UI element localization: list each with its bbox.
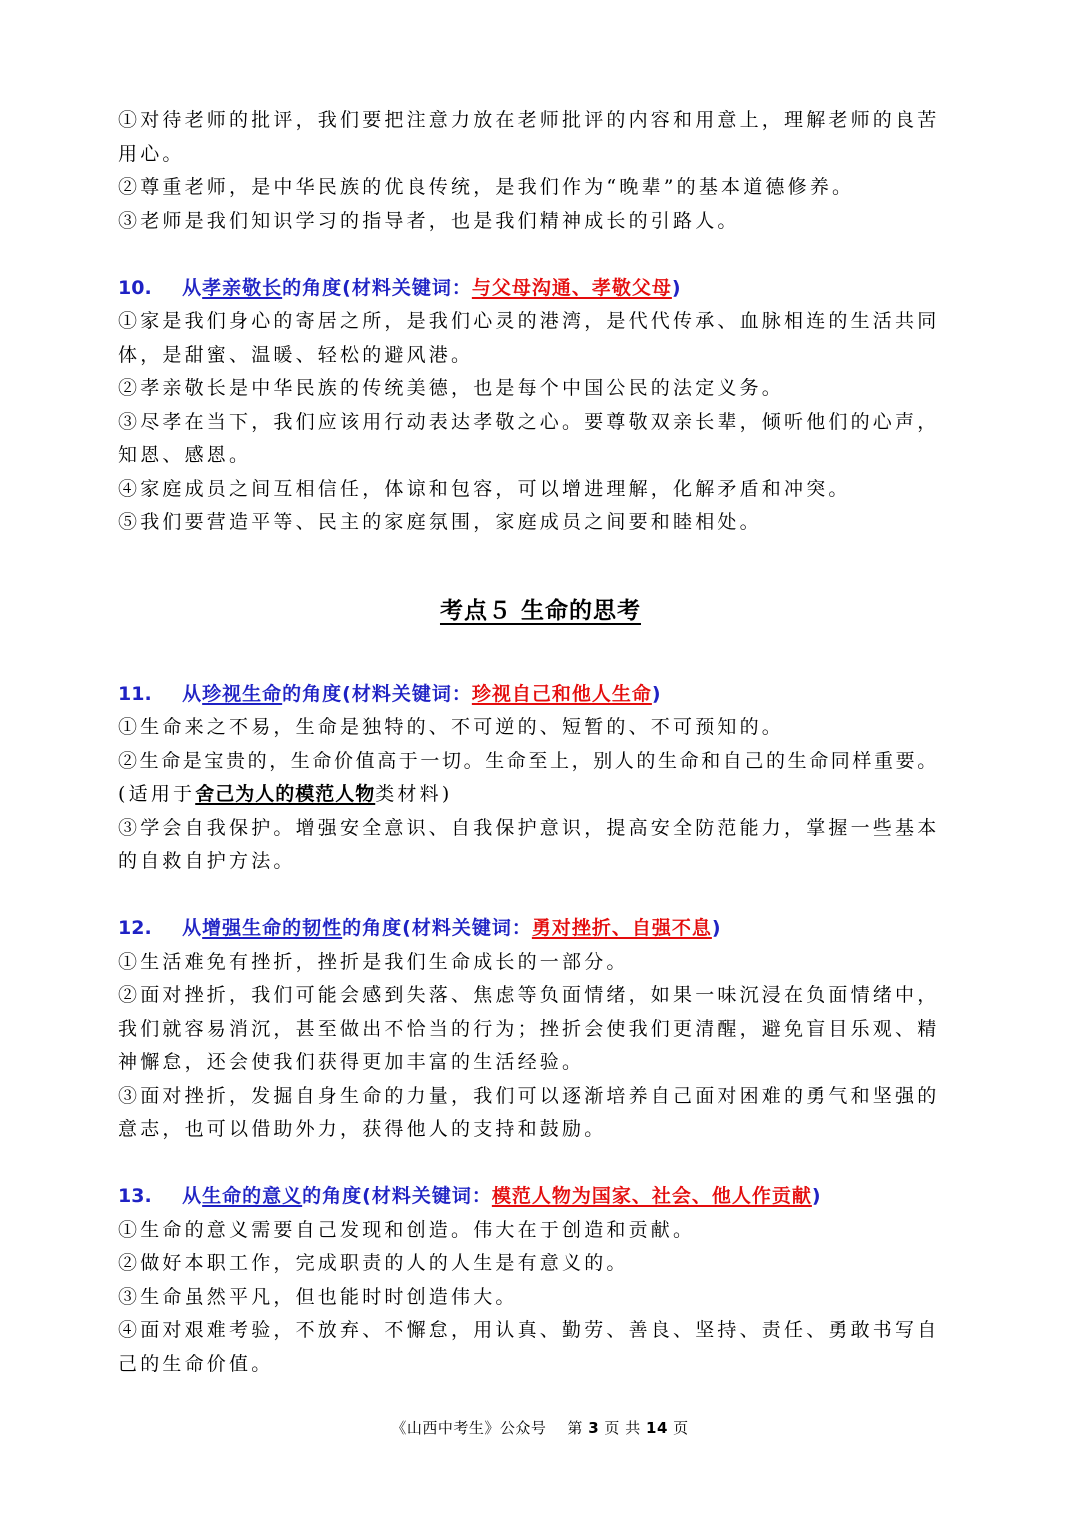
- paragraph-line: ③尽孝在当下，我们应该用行动表达孝敬之心。要尊敬双亲长辈，倾听他们的心声，: [118, 410, 940, 433]
- paragraph-line: 用心。: [118, 142, 185, 165]
- paragraph-line: ④面对艰难考验，不放弃、不懈怠，用认真、勤劳、善良、坚持、责任、勇敢书写自: [118, 1319, 940, 1341]
- paragraph-line: ②生命是宝贵的，生命价值高于一切。生命至上，别人的生命和自己的生命同样重要。: [118, 749, 939, 772]
- paragraph-line: ③面对挫折，发掘自身生命的力量，我们可以逐渐培养自己面对困难的勇气和坚强的: [118, 1084, 940, 1107]
- paragraph-line: ①家是我们身心的寄居之所，是我们心灵的港湾，是代代传承、血脉相连的生活共同: [118, 310, 940, 332]
- paragraph-line: ①对待老师的批评，我们要把注意力放在老师批评的内容和用意上，理解老师的良苦: [118, 109, 940, 131]
- footer-page-label: 第: [567, 1419, 583, 1437]
- section-title: [118, 596, 963, 626]
- paragraph-line: ②孝亲敬长是中华民族的传统美德，也是每个中国公民的法定义务。: [118, 377, 785, 399]
- note-suffix: 类材料): [375, 783, 453, 805]
- heading-topic: 珍视生命: [202, 682, 283, 705]
- document-body: [118, 104, 963, 1381]
- heading-close: ): [811, 1185, 822, 1207]
- paragraph-line: 的自救自护方法。: [118, 850, 296, 872]
- heading-prefix: 从: [182, 917, 203, 939]
- heading-prefix: 从: [182, 1185, 203, 1207]
- paragraph-line: 体，是甜蜜、温暖、轻松的避风港。: [118, 343, 474, 366]
- paragraph-line: ②面对挫折，我们可能会感到失落、焦虑等负面情绪，如果一味沉浸在负面情绪中，: [118, 984, 940, 1006]
- heading-topic: 生命的意义: [202, 1185, 303, 1207]
- item-number: 11.: [118, 682, 152, 705]
- item-number: 13.: [118, 1185, 152, 1207]
- paragraph-note: [118, 778, 963, 812]
- heading-keyword: 与父母沟通、孝敬父母: [471, 276, 672, 299]
- footer-total-unit: 页: [673, 1419, 689, 1437]
- section-title-text: 考点５ 生命的思考: [439, 597, 641, 624]
- heading-middle: 的角度(材料关键词：: [282, 682, 472, 705]
- paragraph-line: ⑤我们要营造平等、民主的家庭氛围，家庭成员之间要和睦相处。: [118, 511, 762, 533]
- heading-close: ): [711, 917, 722, 939]
- paragraph-line: ①生命的意义需要自己发现和创造。伟大在于创造和贡献。: [118, 1218, 696, 1241]
- footer-total-number: 14: [646, 1419, 668, 1437]
- heading-topic: 增强生命的韧性: [202, 917, 343, 939]
- paragraph-line: ②做好本职工作，完成职责的人的人生是有意义的。: [118, 1252, 629, 1274]
- item-number: 12.: [118, 917, 152, 939]
- heading-close: ): [671, 276, 682, 299]
- footer-total-label: 共: [625, 1419, 641, 1437]
- paragraph-line: ①生命来之不易，生命是独特的、不可逆的、短暂的、不可预知的。: [118, 716, 785, 738]
- page-footer: [0, 1417, 1080, 1439]
- heading-keyword: 珍视自己和他人生命: [471, 682, 652, 705]
- paragraph-line: ④家庭成员之间互相信任，体谅和包容，可以增进理解，化解矛盾和冲突。: [118, 477, 851, 500]
- note-highlight: 舍己为人的模范人物: [195, 783, 376, 805]
- paragraph-line: 我们就容易消沉，甚至做出不恰当的行为；挫折会使我们更清醒，避免盲目乐观、精: [118, 1017, 940, 1040]
- paragraph-line: 己的生命价值。: [118, 1352, 274, 1375]
- heading-middle: 的角度(材料关键词：: [302, 1185, 492, 1207]
- paragraph-line: 意志，也可以借助外力，获得他人的支持和鼓励。: [118, 1118, 607, 1140]
- heading-prefix: 从: [182, 276, 203, 299]
- paragraph-line: ②尊重老师，是中华民族的优良传统，是我们作为“晚辈”的基本道德修养。: [118, 176, 855, 198]
- note-prefix: (适用于: [118, 783, 196, 805]
- heading-keyword: 勇对挫折、自强不息: [531, 917, 712, 939]
- footer-page-unit: 页: [604, 1419, 620, 1437]
- item-heading-11: [118, 678, 963, 712]
- footer-source: 《山西中考生》公众号: [391, 1419, 547, 1437]
- paragraph-line: ③学会自我保护。增强安全意识、自我保护意识，提高安全防范能力，掌握一些基本: [118, 816, 940, 839]
- paragraph-line: ③老师是我们知识学习的指导者，也是我们精神成长的引路人。: [118, 209, 740, 232]
- footer-page-number: 3: [588, 1419, 600, 1437]
- item-heading-12: [118, 912, 963, 946]
- heading-prefix: 从: [182, 682, 203, 705]
- paragraph-line: ③生命虽然平凡，但也能时时创造伟大。: [118, 1285, 518, 1308]
- item-number: 10.: [118, 276, 152, 299]
- paragraph-line: ①生活难免有挫折，挫折是我们生命成长的一部分。: [118, 950, 629, 973]
- heading-middle: 的角度(材料关键词：: [282, 276, 472, 299]
- heading-topic: 孝亲敬长: [202, 276, 283, 299]
- heading-keyword: 模范人物为国家、社会、他人作贡献: [491, 1185, 812, 1207]
- item-heading-13: [118, 1180, 963, 1214]
- heading-close: ): [651, 682, 662, 705]
- paragraph-line: 神懈怠，还会使我们获得更加丰富的生活经验。: [118, 1051, 585, 1073]
- heading-middle: 的角度(材料关键词：: [342, 917, 532, 939]
- paragraph-line: 知恩、感恩。: [118, 444, 252, 466]
- item-heading-10: [118, 272, 963, 306]
